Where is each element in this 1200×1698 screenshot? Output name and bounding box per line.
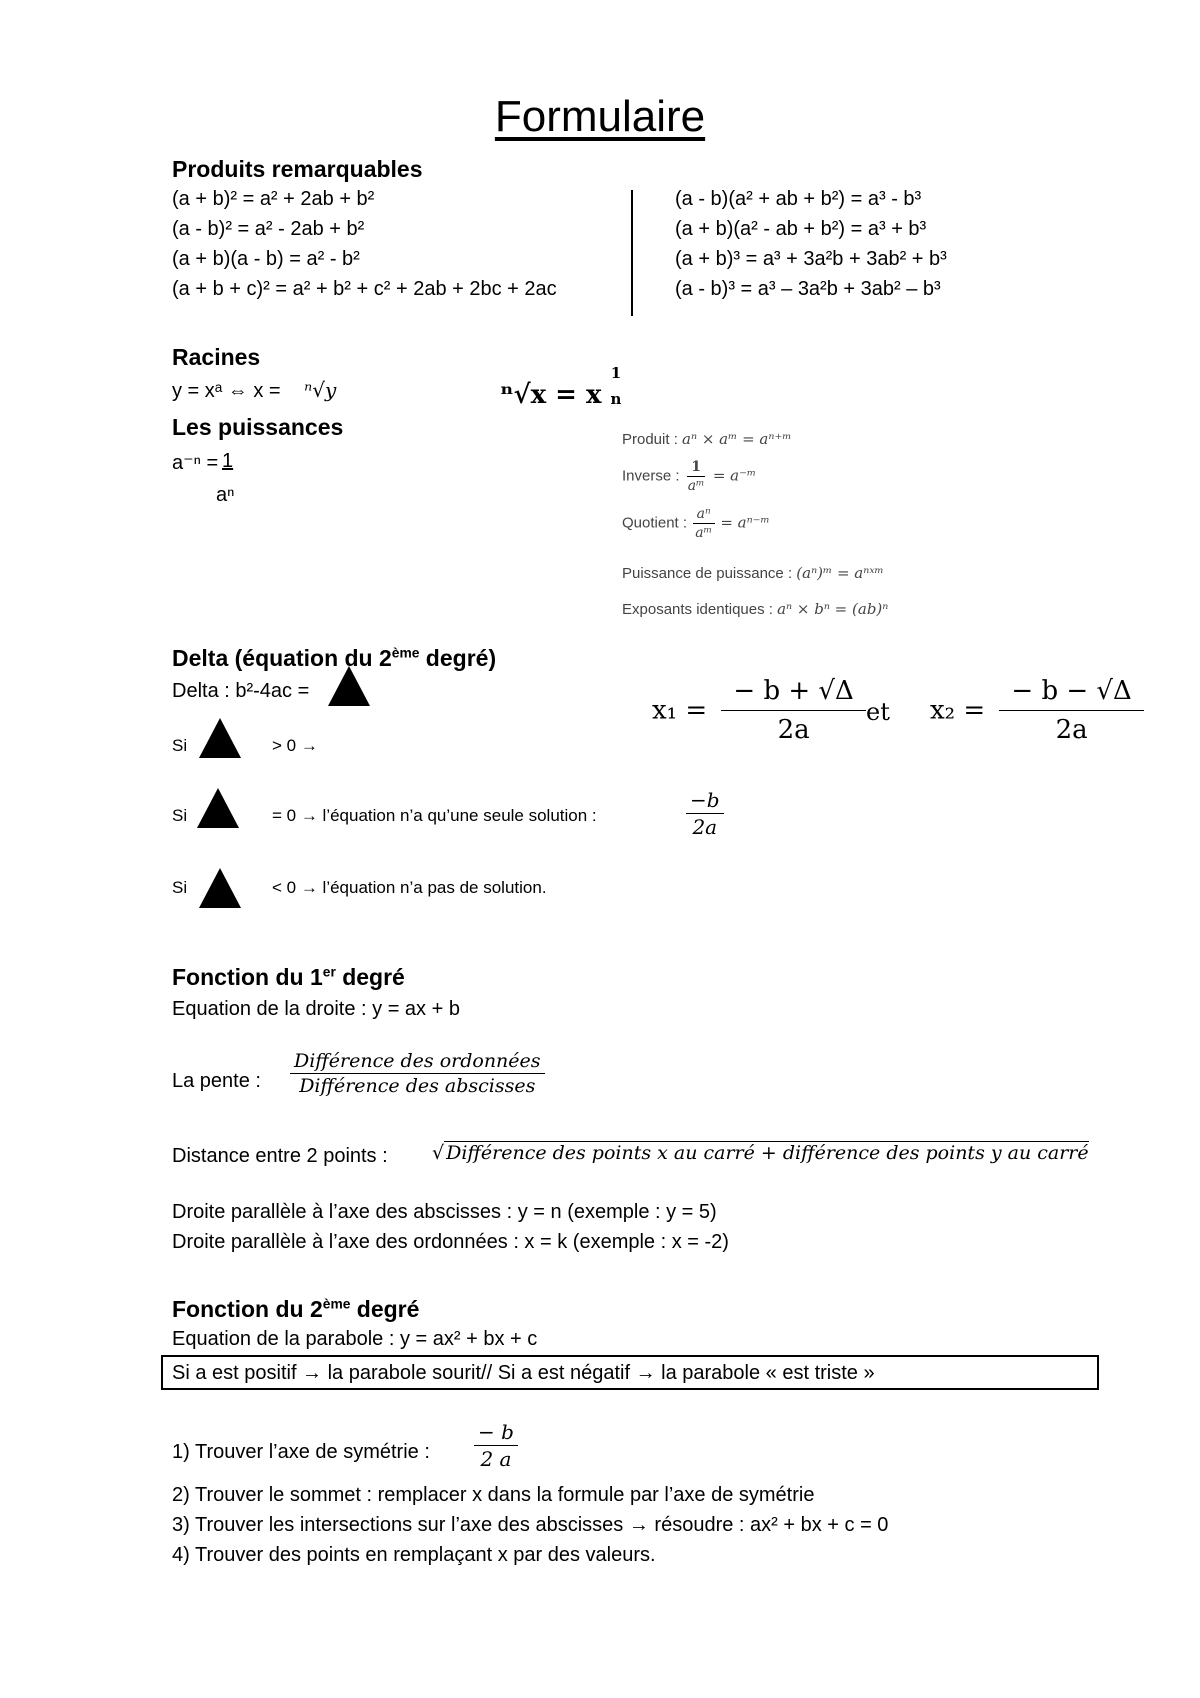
root-exponent-den: n xyxy=(610,390,622,408)
rule-ei-formula: aⁿ × bⁿ = (ab)ⁿ xyxy=(777,600,889,618)
pente-label: La pente : xyxy=(172,1070,261,1092)
delta-triangle-icon xyxy=(199,718,241,763)
root-x1 xyxy=(652,676,866,745)
rule-pp-formula: (aⁿ)ᵐ = aⁿˣᵐ xyxy=(796,564,884,582)
section-heading-produits: Produits remarquables xyxy=(172,156,423,182)
rule-inverse xyxy=(622,459,756,494)
case-zero-si: Si xyxy=(172,806,188,825)
rule-inverse-num: 1 xyxy=(687,459,705,477)
rule-quotient-den: aᵐ xyxy=(695,525,713,541)
root-x1-label: x₁ = xyxy=(652,695,708,726)
root-exponent-num: 1 xyxy=(610,364,622,382)
rule-produit xyxy=(622,430,792,448)
rule-ei-label: Exposants identiques : xyxy=(622,601,773,618)
rule-exposants-identiques xyxy=(622,600,888,618)
root-x2-num: − b − √Δ xyxy=(999,676,1143,711)
rule-puissance-de-puissance xyxy=(622,564,884,582)
identity-left-3: (a + b)(a - b) = a² - b² xyxy=(172,248,360,270)
identity-left-2: (a - b)² = a² - 2ab + b² xyxy=(172,218,365,240)
parabole-sign-text: Si a est positif → la parabole sourit// Si a est négatif → la parabole « est triste » xyxy=(172,1362,875,1384)
section-heading-fonction2 xyxy=(172,1296,419,1323)
distance-formula: √ Différence des points x au carré + différence des points y au carré xyxy=(432,1142,1089,1164)
rule-quotient xyxy=(622,506,770,541)
pente-num: Différence des ordonnées xyxy=(290,1050,545,1074)
section-heading-puissances: Les puissances xyxy=(172,414,344,440)
root-as-power-base: ⁿ√x = x xyxy=(500,380,602,410)
identity-right-1: (a - b)(a² + ab + b²) = a³ - b³ xyxy=(675,188,922,210)
root-equivalence-lhs: y = xᵃ ⇔ x = xyxy=(172,380,281,402)
column-divider xyxy=(631,190,633,316)
negative-exponent-den: aⁿ xyxy=(216,484,235,506)
negative-exponent-lhs: a⁻ⁿ = xyxy=(172,452,219,474)
case-neg-si: Si xyxy=(172,878,188,897)
root-x2-den: 2a xyxy=(1055,715,1088,745)
rule-quotient-rhs: = aⁿ⁻ᵐ xyxy=(720,513,770,532)
rule-inverse-den: aᵐ xyxy=(687,478,705,494)
fonction2-heading-sup: ème xyxy=(322,1296,351,1312)
fonction1-heading-sup: er xyxy=(322,964,336,980)
rule-quotient-num: aⁿ xyxy=(693,506,715,524)
delta-heading-sup: ème xyxy=(391,645,420,661)
delta-triangle-icon xyxy=(199,868,241,913)
case-positive: > 0 → xyxy=(272,736,318,755)
identity-right-2: (a + b)(a² - ab + b²) = a³ + b³ xyxy=(675,218,927,240)
negative-exponent-num: 1 xyxy=(222,450,234,472)
axe-symetrie-num: − b xyxy=(474,1420,518,1446)
single-solution-den: 2a xyxy=(692,815,718,839)
step-intersections: 3) Trouver les intersections sur l’axe des abscisses → résoudre : ax² + bx + c = 0 xyxy=(172,1514,889,1536)
page-title: Formulaire xyxy=(494,92,706,141)
axe-symetrie-den: 2 a xyxy=(480,1447,512,1471)
identity-right-3: (a + b)³ = a³ + 3a²b + 3ab² + b³ xyxy=(675,248,947,270)
root-x2 xyxy=(930,676,1144,745)
step-sommet: 2) Trouver le sommet : remplacer x dans la formule par l’axe de symétrie xyxy=(172,1484,815,1506)
single-solution-fraction xyxy=(686,788,724,839)
rule-quotient-label: Quotient : xyxy=(622,514,688,532)
fonction1-heading-tail: degré xyxy=(335,964,405,990)
root-as-power xyxy=(500,364,622,410)
root-equivalence-rhs: ⁿ√y xyxy=(304,378,337,402)
identity-right-4: (a - b)³ = a³ – 3a²b + 3ab² – b³ xyxy=(675,278,941,300)
root-x1-den: 2a xyxy=(777,715,810,745)
delta-heading-tail: degré) xyxy=(419,645,497,671)
pente-fraction xyxy=(290,1050,545,1097)
identity-left-4: (a + b + c)² = a² + b² + c² + 2ab + 2bc + 2ac xyxy=(172,278,557,300)
parallele-ordonnees: Droite parallèle à l’axe des ordonnées : x = k (exemple : x = -2) xyxy=(172,1231,729,1253)
root-x2-label: x₂ = xyxy=(930,695,986,726)
root-x1-num: − b + √Δ xyxy=(721,676,865,711)
rule-pp-label: Puissance de puissance : xyxy=(622,565,793,582)
rule-produit-formula: aⁿ × aᵐ = aⁿ⁺ᵐ xyxy=(682,430,792,448)
delta-triangle-icon xyxy=(328,666,370,711)
distance-label: Distance entre 2 points : xyxy=(172,1145,388,1167)
delta-triangle-icon xyxy=(197,788,239,833)
axe-symetrie-fraction xyxy=(474,1420,518,1471)
pente-den: Différence des abscisses xyxy=(299,1075,536,1097)
case-negative: < 0 → l’équation n’a pas de solution. xyxy=(272,878,547,897)
delta-definition: Delta : b²-4ac = xyxy=(172,680,310,702)
fonction2-heading-tail: degré xyxy=(350,1296,420,1322)
section-heading-fonction1 xyxy=(172,964,405,991)
step-axe-symetrie: 1) Trouver l’axe de symétrie : xyxy=(172,1441,430,1463)
identity-left-1: (a + b)² = a² + 2ab + b² xyxy=(172,188,375,210)
equation-parabole: Equation de la parabole : y = ax² + bx + c xyxy=(172,1328,538,1350)
root-et: et xyxy=(866,698,890,726)
fonction2-heading-text: Fonction du 2 xyxy=(172,1296,323,1322)
equation-droite: Equation de la droite : y = ax + b xyxy=(172,998,460,1020)
section-heading-racines: Racines xyxy=(172,344,261,370)
fonction1-heading-text: Fonction du 1 xyxy=(172,964,323,990)
delta-heading-text: Delta (équation du 2 xyxy=(172,645,392,671)
rule-inverse-label: Inverse : xyxy=(622,467,680,485)
parallele-abscisses: Droite parallèle à l’axe des abscisses : y = n (exemple : y = 5) xyxy=(172,1201,717,1223)
rule-produit-label: Produit : xyxy=(622,431,678,448)
rule-inverse-rhs: = a⁻ᵐ xyxy=(712,466,757,485)
single-solution-num: −b xyxy=(686,788,724,814)
case-pos-si: Si xyxy=(172,736,188,755)
step-points: 4) Trouver des points en remplaçant x par des valeurs. xyxy=(172,1544,656,1566)
distance-formula-text: Différence des points x au carré + différence des points y au carré xyxy=(446,1142,1089,1164)
case-zero: = 0 → l’équation n’a qu’une seule solution : xyxy=(272,806,597,825)
root-equivalence xyxy=(172,378,336,403)
